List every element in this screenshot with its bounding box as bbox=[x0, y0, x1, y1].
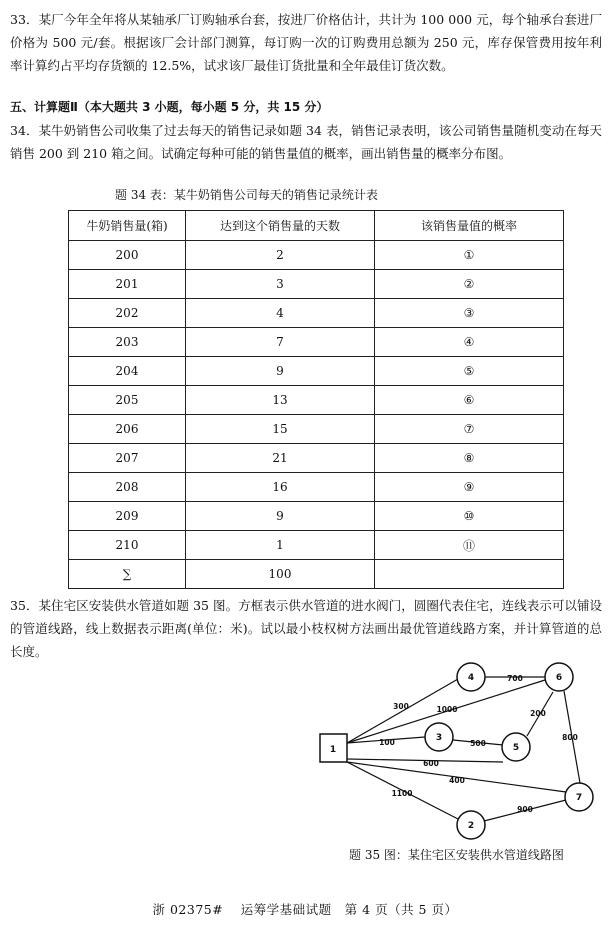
cell-total-days: 100 bbox=[186, 560, 375, 589]
cell-days: 15 bbox=[186, 415, 375, 444]
edge-label-1-3: 100 bbox=[379, 738, 395, 747]
table-row bbox=[69, 386, 564, 415]
cell-volume: 206 bbox=[69, 415, 186, 444]
question-33: 33．某厂今年全年将从某轴承厂订购轴承台套，按进厂价格估计，共计为 100 000 元，每个轴承台套进厂价格为 500 元/套。根据该厂会计部门测算，每订购一次的订购费用总额为 250 元，库存保管费用按年利率计算约占平均存货额的 12.5%，试求该厂最佳订货批量和全年最佳订货次数。 bbox=[10, 12, 602, 73]
edge-label-6-7: 800 bbox=[562, 733, 578, 742]
node-5-label: 5 bbox=[512, 743, 520, 753]
cell-empty bbox=[375, 560, 564, 589]
question-35: 35．某住宅区安装供水管道如题 35 图。方框表示供水管道的进水阀门，圆圈代表住宅，连线表示可以铺设的管道线路，线上数据表示距离(单位：米)。试以最小枝权树方法画出最优管道线路方案，并计算管道的总长度。 bbox=[10, 598, 602, 659]
figure-35-caption: 题 35 图：某住宅区安装供水管道线路图 bbox=[349, 848, 564, 862]
edge-label-1-7: 400 bbox=[449, 776, 465, 785]
table-row bbox=[69, 328, 564, 357]
table-row bbox=[69, 473, 564, 502]
cell-days: 16 bbox=[186, 473, 375, 502]
table-row bbox=[69, 502, 564, 531]
header-days: 达到这个销售量的天数 bbox=[186, 211, 375, 241]
table-row bbox=[69, 299, 564, 328]
edge-label-1-6: 1000 bbox=[436, 705, 458, 714]
node-1-label: 1 bbox=[329, 745, 337, 755]
edge-label-5-6: 200 bbox=[530, 709, 546, 718]
cell-probability: ⑤ bbox=[375, 357, 564, 386]
cell-days: 13 bbox=[186, 386, 375, 415]
header-probability: 该销售量值的概率 bbox=[375, 211, 564, 241]
cell-volume: 203 bbox=[69, 328, 186, 357]
cell-probability: ① bbox=[375, 241, 564, 270]
node-3-label: 3 bbox=[435, 733, 443, 743]
table-row bbox=[69, 241, 564, 270]
cell-probability: ⑪ bbox=[375, 531, 564, 560]
node-2-label: 2 bbox=[467, 821, 475, 831]
cell-probability: ⑦ bbox=[375, 415, 564, 444]
edge-label-2-7: 900 bbox=[517, 805, 533, 814]
cell-days: 4 bbox=[186, 299, 375, 328]
cell-volume: 207 bbox=[69, 444, 186, 473]
edge-label-4-6: 700 bbox=[507, 674, 523, 683]
edge-label-3-5: 500 bbox=[470, 739, 486, 748]
table-row bbox=[69, 444, 564, 473]
cell-volume: 202 bbox=[69, 299, 186, 328]
sales-table bbox=[68, 210, 564, 589]
cell-days: 7 bbox=[186, 328, 375, 357]
cell-probability: ⑩ bbox=[375, 502, 564, 531]
cell-probability: ⑧ bbox=[375, 444, 564, 473]
cell-probability: ③ bbox=[375, 299, 564, 328]
cell-probability: ⑥ bbox=[375, 386, 564, 415]
cell-days: 9 bbox=[186, 502, 375, 531]
edge-label-1-4: 300 bbox=[393, 702, 409, 711]
pipeline-network-diagram bbox=[310, 655, 600, 845]
cell-days: 1 bbox=[186, 531, 375, 560]
cell-volume: 205 bbox=[69, 386, 186, 415]
table-total-row bbox=[69, 560, 564, 589]
cell-volume: 208 bbox=[69, 473, 186, 502]
cell-volume: 204 bbox=[69, 357, 186, 386]
question-34: 34．某牛奶销售公司收集了过去每天的销售记录如题 34 表，销售记录表明，该公司销售量随机变动在每天销售 200 到 210 箱之间。试确定每种可能的销售量值的概率，画出销售量的概率分布图。 bbox=[10, 123, 602, 161]
node-6-label: 6 bbox=[555, 673, 563, 683]
table-row bbox=[69, 531, 564, 560]
cell-days: 21 bbox=[186, 444, 375, 473]
node-4-label: 4 bbox=[467, 673, 475, 683]
cell-days: 2 bbox=[186, 241, 375, 270]
node-7-label: 7 bbox=[575, 793, 583, 803]
table-row bbox=[69, 270, 564, 299]
cell-volume: 209 bbox=[69, 502, 186, 531]
cell-volume: 201 bbox=[69, 270, 186, 299]
table-row bbox=[69, 357, 564, 386]
cell-volume: 210 bbox=[69, 531, 186, 560]
header-sales-volume: 牛奶销售量(箱) bbox=[69, 211, 186, 241]
cell-days: 3 bbox=[186, 270, 375, 299]
cell-probability: ④ bbox=[375, 328, 564, 357]
table-row bbox=[69, 415, 564, 444]
section-title: 五、计算题Ⅱ（本大题共 3 小题，每小题 5 分，共 15 分） bbox=[10, 100, 329, 114]
table-header-row bbox=[69, 211, 564, 241]
table-34-title: 题 34 表：某牛奶销售公司每天的销售记录统计表 bbox=[115, 188, 378, 202]
edge-label-1-2: 1100 bbox=[391, 789, 413, 798]
cell-probability: ② bbox=[375, 270, 564, 299]
cell-volume: 200 bbox=[69, 241, 186, 270]
cell-sum-symbol: ∑ bbox=[69, 560, 186, 589]
edge-label-1-5: 600 bbox=[423, 759, 439, 768]
page-footer: 浙 02375# 运筹学基础试题 第 4 页（共 5 页） bbox=[152, 902, 458, 917]
cell-days: 9 bbox=[186, 357, 375, 386]
cell-probability: ⑨ bbox=[375, 473, 564, 502]
